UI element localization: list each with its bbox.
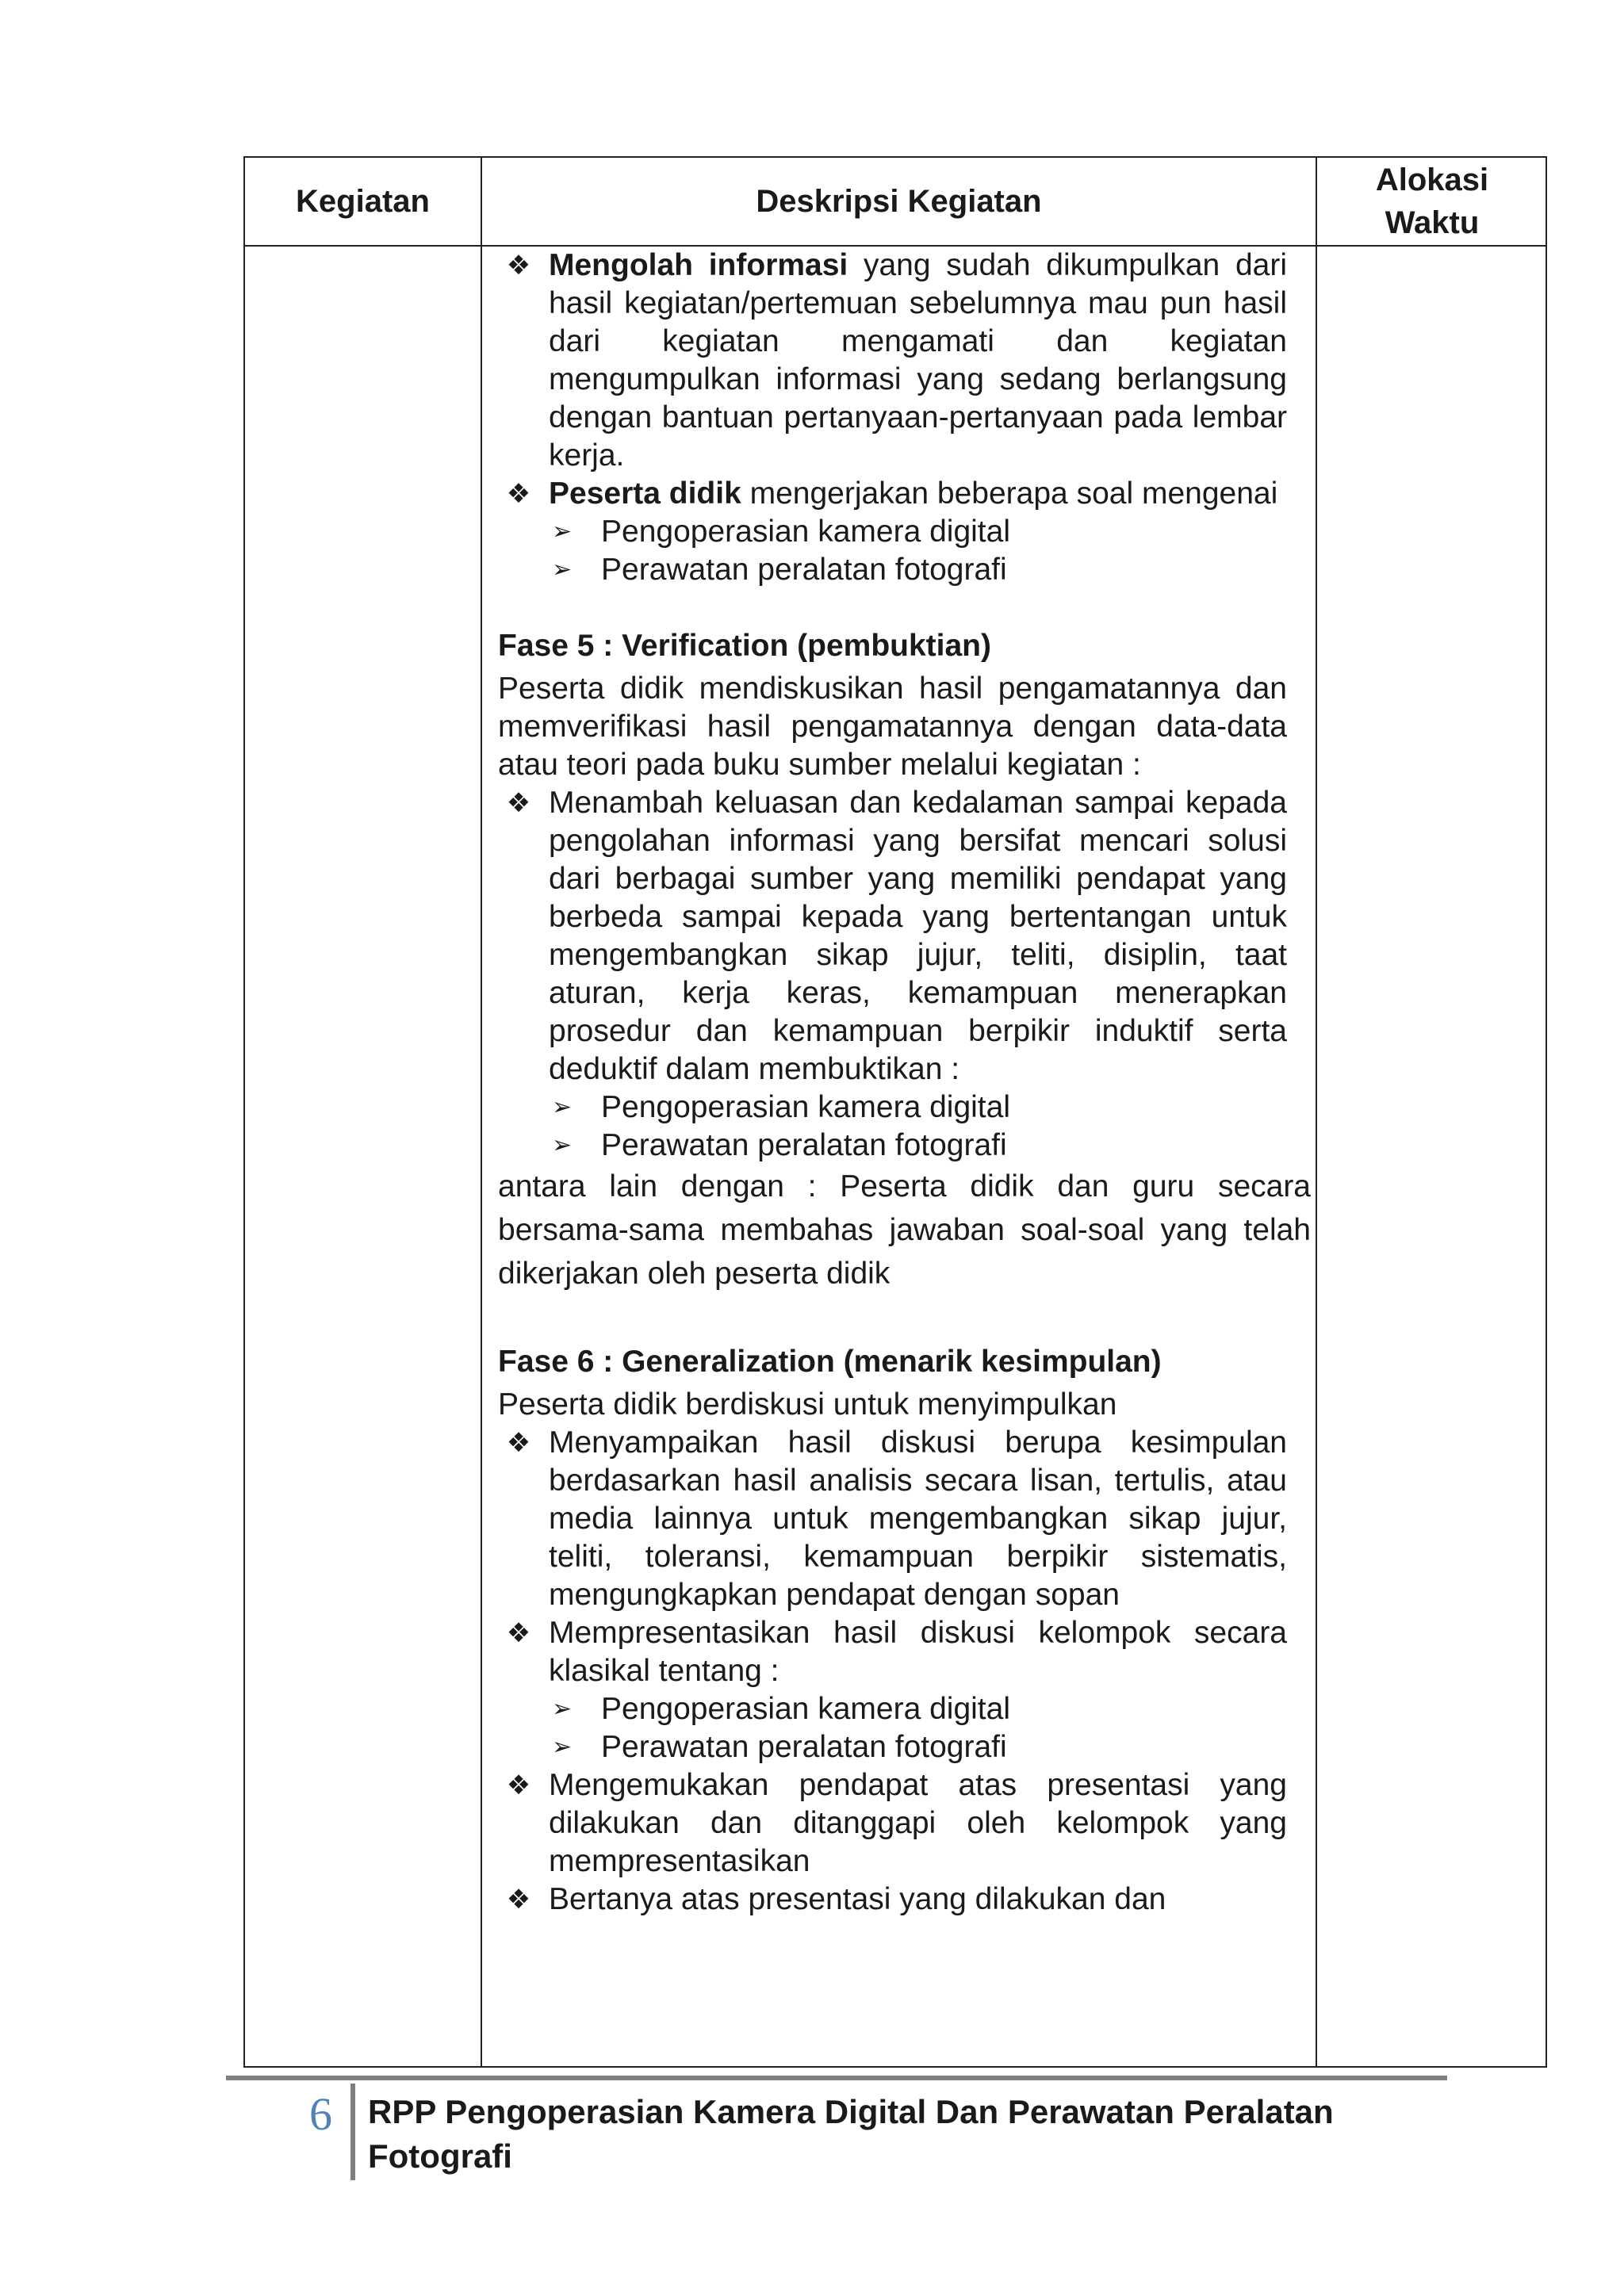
arrow-bullet-icon: ➢ <box>552 1696 573 1722</box>
header-alokasi-line1: Alokasi <box>1375 163 1489 197</box>
bullet-text: mengerjakan beberapa soal mengenai <box>741 476 1278 511</box>
bullet-text: Mengemukakan pendapat atas presentasi yang dilakukan dan ditanggapi oleh kelompok yang mempresentasikan <box>549 1768 1287 1878</box>
bullet-text: Menambah keluasan dan kedalaman sampai kepada pengolahan informasi yang bersifat mencari solusi dari berbagai sumber yang memiliki pendapat yang berbeda sampai kepada yang bertentangan untuk mengembangkan sikap jujur, teliti, disiplin, taat aturan, kerja keras, kemampuan menerapkan prosedur dan kemampuan berpikir induktif serta deduktif dalam membuktikan : <box>549 786 1287 1086</box>
bullet-diamond-icon: ❖ <box>506 1770 531 1800</box>
bullet-diamond-icon: ❖ <box>506 1885 531 1915</box>
footer-title: RPP Pengoperasian Kamera Digital Dan Perawatan Peralatan Fotografi <box>368 2093 1334 2175</box>
sub-item-text: Perawatan peralatan fotografi <box>601 553 1007 587</box>
header-deskripsi: Deskripsi Kegiatan <box>756 184 1042 219</box>
bullet-bold-lead: Mengolah informasi <box>549 248 848 282</box>
description-cell <box>498 247 1311 1919</box>
sub-item <box>498 1089 1287 1127</box>
bullet-diamond-icon: ❖ <box>506 1428 531 1458</box>
bullet-peserta-didik <box>498 475 1287 513</box>
phase-6-intro: Peserta didik berdiskusi untuk menyimpulkan <box>498 1387 1117 1422</box>
bullet-text: Bertanya atas presentasi yang dilakukan dan <box>549 1882 1166 1916</box>
arrow-bullet-icon: ➢ <box>552 519 573 545</box>
sub-item-text: Perawatan peralatan fotografi <box>601 1730 1007 1764</box>
phase-6-title: Fase 6 : Generalization (menarik kesimpulan) <box>498 1345 1162 1379</box>
bullet-mengolah-informasi <box>498 247 1287 475</box>
column-divider <box>1316 158 1317 2066</box>
sub-item <box>498 551 1287 589</box>
sub-item <box>498 1690 1287 1728</box>
phase-5-intro: Peserta didik mendiskusikan hasil pengamatannya dan memverifikasi hasil pengamatannya dengan data-data atau teori pada buku sumber melalui kegiatan : <box>498 672 1287 782</box>
activity-table <box>243 156 1547 2068</box>
sub-item-text: Pengoperasian kamera digital <box>601 1090 1010 1124</box>
bullet-diamond-icon: ❖ <box>506 788 531 818</box>
sub-item-text: Perawatan peralatan fotografi <box>601 1128 1007 1162</box>
arrow-bullet-icon: ➢ <box>552 557 573 583</box>
column-divider <box>481 158 482 2066</box>
sub-item-text: Pengoperasian kamera digital <box>601 1692 1010 1726</box>
phase-5-closing: antara lain dengan : Peserta didik dan guru secara bersama-sama membahas jawaban soal-soal yang telah dikerjakan oleh peserta didik <box>498 1169 1311 1291</box>
sub-item <box>498 1127 1287 1165</box>
bullet-diamond-icon: ❖ <box>506 1618 531 1648</box>
bullet-text: Mempresentasikan hasil diskusi kelompok secara klasikal tentang : <box>549 1616 1287 1688</box>
bullet-diamond-icon: ❖ <box>506 479 531 509</box>
phase-5-title: Fase 5 : Verification (pembuktian) <box>498 629 991 663</box>
arrow-bullet-icon: ➢ <box>552 1734 573 1760</box>
header-alokasi-line2: Waktu <box>1385 205 1480 240</box>
bullet-text: yang sudah dikumpulkan dari hasil kegiatan/pertemuan sebelumnya mau pun hasil dari kegiatan mengamati dan kegiatan mengumpulkan informasi yang sedang berlangsung dengan bantuan pertanyaan-pertanyaan pada lembar kerja. <box>549 248 1287 473</box>
footer-rule <box>226 2076 1447 2080</box>
sub-item <box>498 1728 1287 1766</box>
sub-item-text: Pengoperasian kamera digital <box>601 515 1010 549</box>
arrow-bullet-icon: ➢ <box>552 1094 573 1120</box>
bullet-mempresentasikan <box>498 1614 1287 1690</box>
bullet-bertanya <box>498 1881 1287 1919</box>
header-kegiatan: Kegiatan <box>296 184 430 219</box>
bullet-text: Menyampaikan hasil diskusi berupa kesimpulan berdasarkan hasil analisis secara lisan, tertulis, atau media lainnya untuk mengembangkan sikap jujur, teliti, toleransi, kemampuan berpikir sistematis, mengungkapkan pendapat dengan sopan <box>549 1425 1287 1612</box>
bullet-menambah-keluasan <box>498 784 1287 1089</box>
bullet-mengemukakan <box>498 1766 1287 1881</box>
arrow-bullet-icon: ➢ <box>552 1132 573 1158</box>
bullet-menyampaikan <box>498 1424 1287 1614</box>
bullet-bold-lead: Peserta didik <box>549 476 741 511</box>
page-number: 6 <box>309 2088 332 2140</box>
footer-divider <box>350 2084 355 2180</box>
sub-item <box>498 513 1287 551</box>
bullet-diamond-icon: ❖ <box>506 251 531 281</box>
header-alokasi-waktu <box>1317 158 1547 245</box>
